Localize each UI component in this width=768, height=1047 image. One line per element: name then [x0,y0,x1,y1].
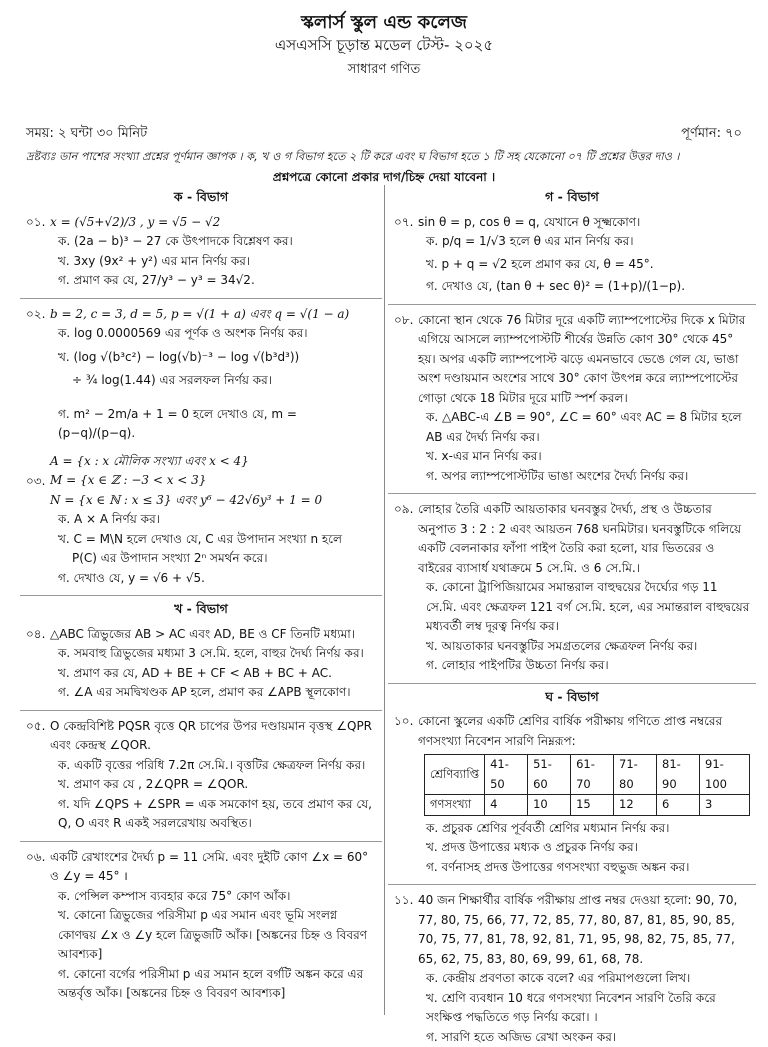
question-01 [26,213,376,291]
sub-question-ga: গ. দেখাও যে, y = √6 + √5. [50,569,376,589]
table-row [425,755,750,795]
table-row-label: শ্রেণিব্যাপ্তি [425,755,485,795]
right-column [394,187,750,1047]
question-number: ০৫. [26,717,45,737]
table-cell: 61-70 [571,755,614,795]
sub-question-kha: খ. আয়তাকার ঘনবস্তুটির সমগ্রতলের ক্ষেত্রফল নির্ণয় কর। [418,637,750,657]
sub-question-kha: খ. x-এর মান নির্ণয় কর। [418,447,750,467]
column-divider [384,185,385,1015]
sub-question-ka: ক. পেন্সিল কম্পাস ব্যবহার করে 75° কোণ আঁক। [50,887,376,907]
divider [388,683,756,684]
question-stem-cont: N = {x ∈ ℕ : x ≤ 3} এবং y⁶ − 42√6y³ + 1 = 0 [50,491,376,511]
section-ka-title: ক - বিভাগ [26,187,376,207]
question-stem: sin θ = p, cos θ = q, যেখানে θ সূক্ষ্মকোণ। [418,213,750,233]
exam-time: সময়: ২ ঘন্টা ৩০ মিনিট [26,124,147,145]
section-gha-title: ঘ - বিভাগ [394,687,750,707]
question-stem: একটি রেখাংশের দৈর্ঘ্য p = 11 সেমি. এবং দুইটি কোণ ∠x = 60° ও ∠y = 45° । [50,848,376,887]
sub-question-ga: গ. দেখাও যে, (tan θ + sec θ)² = (1+p)/(1−p). [418,277,750,297]
question-stem: 40 জন শিক্ষার্থীর বার্ষিক পরীক্ষায় প্রাপ্ত নম্বর দেওয়া হলো: 90, 70, 77, 80, 75, 66, 77, 72, 85, 77, 80, 87, 81, 85, 90, 85, 70, 75, 77, 81, 78, 92, 81, 71, 95, 98, 82, 75, 85, 77, 65, 62, 75, 83, 80, 69, 99, 61, 68, 78. [418,891,750,969]
table-cell: 4 [485,795,528,816]
question-02 [26,305,376,444]
sub-question-ka: ক. কোনো ট্রাপিজিয়ামের সমান্তরাল বাহুদ্বয়ের দৈর্ঘ্যের গড় 11 সে.মি. এবং ক্ষেত্রফল 121 বর্গ সে.মি. হলে, এর সমান্তরাল বাহুদ্বয়ের মধ্যবর্তী লম্ব দূরত্ব নির্ণয় কর। [418,578,750,637]
school-name: স্কলার্স স্কুল এন্ড কলেজ [0,8,768,39]
question-number: ০৬. [26,848,45,868]
question-number: ০৯. [394,500,413,520]
table-cell: 71-80 [614,755,657,795]
question-number: ০৭. [394,213,413,233]
sub-question-kha: খ. কোনো ত্রিভুজের পরিসীমা p এর সমান এবং ভূমি সংলগ্ন কোণদ্বয় ∠x ও ∠y হলে ত্রিভুজটি আঁক। [অঙ্কনের চিহ্ন ও বিবরণ আবশ্যক] [50,906,376,965]
table-cell: 91-100 [700,755,750,795]
question-number: ০১. [26,213,45,233]
divider [388,304,756,305]
table-row [425,795,750,816]
table-cell: 6 [657,795,700,816]
sub-question-ga: গ. কোনো বর্গের পরিসীমা p এর সমান হলে বর্গটি অঙ্কন করে এর অন্তর্বৃত্ত আঁক। [অঙ্কনের চিহ্ন ও বিবরণ আবশ্যক] [50,965,376,1004]
divider [20,298,382,299]
divider [20,595,382,596]
sub-question-ka: ক. A × A নির্ণয় কর। [50,510,376,530]
section-ga-title: গ - বিভাগ [394,187,750,207]
sub-question-kha: খ. প্রমাণ কর যে, AD + BE + CF < AB + BC + AC. [50,664,376,684]
sub-question-kha: খ. প্রমাণ কর যে , 2∠QPR = ∠QOR. [50,775,376,795]
question-04 [26,625,376,703]
question-07 [394,213,750,297]
sub-question-ka: ক. p/q = 1/√3 হলে θ এর মান নির্ণয় কর। [418,232,750,252]
sub-question-kha-cont: P(C) এর উপাদান সংখ্যা 2ⁿ সমর্থন করে। [50,549,376,569]
question-stem: b = 2, c = 3, d = 5, p = √(1 + a) এবং q = √(1 − a) [50,305,376,325]
question-number: ০২. [26,305,45,325]
question-08 [394,311,750,487]
sub-question-ka: ক. log 0.0000569 এর পূর্ণক ও অংশক নির্ণয় কর। [50,324,376,344]
question-stem: M = {x ∈ ℤ : −3 < x < 3} [50,471,376,491]
subject-name: সাধারণ গণিত [0,60,768,81]
question-09 [394,500,750,676]
table-cell: 15 [571,795,614,816]
question-03 [26,452,376,589]
table-row-label: গণসংখ্যা [425,795,485,816]
question-number: ১১. [394,891,413,911]
sub-question-kha: খ. (log √(b³c²) − log(√b)⁻³ − log √(b³d³)) [50,348,376,368]
warning-line: প্রশ্নপত্রে কোনো প্রকার দাগ/চিহ্ন দেয়া যাবেনা । [0,169,768,189]
divider [20,710,382,711]
table-cell: 12 [614,795,657,816]
sub-question-ga: গ. যদি ∠QPS + ∠SPR = এক সমকোণ হয়, তবে প্রমাণ কর যে, Q, O এবং R একই সরলরেখায় অবস্থিত। [50,795,376,834]
table-cell: 41-50 [485,755,528,795]
question-stem: O কেন্দ্রবিশিষ্ট PQSR বৃত্তে QR চাপের উপর দণ্ডায়মান বৃত্তস্থ ∠QPR এবং কেন্দ্রস্থ ∠QOR. [50,717,376,756]
divider [20,841,382,842]
question-stem: কোনো স্থান থেকে 76 মিটার দূরে একটি ল্যাম্পপোস্টের দিকে x মিটার এগিয়ে আসলে ল্যাম্পপোস্টটি শীর্ষের উন্নতি কোণ 30° থেকে 45° হয়। অপর একটি ল্যাম্পপোস্ট ঝড়ে এমনভাবে ভেঙে গেল যে, ভাঙা অংশ দণ্ডায়মান অংশের সাথে 30° কোণ উৎপন্ন করে ল্যাম্পপোস্টের গোড়া থেকে 18 মিটার দূরে মাটি স্পর্শ করল। [418,311,750,409]
sub-question-ka: ক. (2a − b)³ − 27 কে উৎপাদকে বিশ্লেষণ কর। [50,232,376,252]
question-stem: △ABC ত্রিভুজের AB > AC এবং AD, BE ও CF তিনটি মধ্যমা। [50,625,376,645]
question-number: ০৩. [26,472,45,492]
sub-question-kha: খ. 3xy (9x² + y²) এর মান নির্ণয় কর। [50,252,376,272]
full-marks: পূর্ণমান: ৭০ [681,124,742,145]
question-06 [26,848,376,1004]
sub-question-ga: গ. অপর ল্যাম্পপোস্টটির ভাঙা অংশের দৈর্ঘ্য নির্ণয় কর। [418,467,750,487]
sub-question-ga: গ. সারণি হতে অজিভ রেখা অংকন কর। [418,1028,750,1047]
frequency-table [424,754,750,816]
section-kha-title: খ - বিভাগ [26,599,376,619]
question-10 [394,712,750,877]
question-number: ০৮. [394,311,413,331]
question-number: ০৪. [26,625,45,645]
sub-question-ga: গ. প্রমাণ কর যে, 27/y³ − y³ = 34√2. [50,271,376,291]
question-stem: লোহার তৈরি একটি আয়তাকার ঘনবস্তুর দৈর্ঘ্য, প্রস্থ ও উচ্চতার অনুপাত 3 : 2 : 2 এবং আয়তন 768 ঘনমিটার। ঘনবস্তুটিকে গলিয়ে একটি বেলনাকার ফাঁপা পাইপ তৈরি করা হলো, যার ভিতরের ও বাইরের ব্যাসার্ধ যথাক্রমে 5 সে.মি. ও 6 সে.মি.। [418,500,750,578]
sub-question-kha: খ. প্রদত্ত উপাত্তের মধ্যক ও প্রচুরক নির্ণয় কর। [418,838,750,858]
question-stem: কোনো স্কুলের একটি শ্রেণির বার্ষিক পরীক্ষায় গণিতে প্রাপ্ত নম্বরের গণসংখ্যা নিবেশন সারণি নিম্নরূপ: [418,712,750,751]
sub-question-ka: ক. △ABC-এ ∠B = 90°, ∠C = 60° এবং AC = 8 মিটার হলে AB এর দৈর্ঘ্য নির্ণয় কর। [418,408,750,447]
table-cell: 10 [528,795,571,816]
exam-title: এসএসসি চূড়ান্ত মডেল টেস্ট- ২০২৫ [0,34,768,59]
divider [388,884,756,885]
sub-question-kha: খ. p + q = √2 হলে প্রমাণ কর যে, θ = 45°. [418,255,750,275]
set-definition-a: A = {x : x মৌলিক সংখ্যা এবং x < 4} [50,452,376,472]
sub-question-kha: খ. C = M\N হলে দেখাও যে, C এর উপাদান সংখ্যা n হলে [50,530,376,550]
divider [388,493,756,494]
sub-question-ka: ক. একটি বৃত্তের পরিধি 7.2π সে.মি.। বৃত্তটির ক্ষেত্রফল নির্ণয় কর। [50,756,376,776]
table-cell: 3 [700,795,750,816]
sub-question-ga: গ. m² − 2m/a + 1 = 0 হলে দেখাও যে, m = (p−q)/(p−q). [50,405,376,444]
sub-question-ga: গ. লোহার পাইপটির উচ্চতা নির্ণয় কর। [418,656,750,676]
question-05 [26,717,376,834]
sub-question-ka: ক. কেন্দ্রীয় প্রবণতা কাকে বলে? এর পরিমাপগুলো লিখ। [418,969,750,989]
sub-question-ga: গ. ∠A এর সমদ্বিখণ্ডক AP হলে, প্রমাণ কর ∠APB স্থূলকোণ। [50,683,376,703]
left-column [26,187,376,1004]
sub-question-kha-cont: ÷ ¾ log(1.44) এর সরলফল নির্ণয় কর। [50,371,376,391]
sub-question-kha: খ. শ্রেণি ব্যবধান 10 ধরে গণসংখ্যা নিবেশন সারণি তৈরি করে সংক্ষিপ্ত পদ্ধতিতে গড় নির্ণয় করো। । [418,989,750,1028]
sub-question-ka: ক. প্রচুরক শ্রেণির পূর্ববর্তী শ্রেণির মধ্যমান নির্ণয় কর। [418,819,750,839]
instruction-note: দ্রষ্টব্যঃ ডান পাশের সংখ্যা প্রশ্নের পূর্ণমান জ্ঞাপক । ক, খ ও গ বিভাগ হতে ২ টি করে এবং ঘ বিভাগ হতে ১ টি সহ যেকোনো ০৭ টি প্রশ্নের উত্তর দাও । [26,148,746,167]
question-stem: x = (√5+√2)/3 , y = √5 − √2 [50,213,376,233]
sub-question-ga: গ. বর্ণনাসহ প্রদত্ত উপাত্তের গণসংখ্যা বহুভুজ অঙ্কন কর। [418,858,750,878]
table-cell: 51-60 [528,755,571,795]
question-number: ১০. [394,712,413,732]
sub-question-ka: ক. সমবাহু ত্রিভুজের মধ্যমা 3 সে.মি. হলে, বাহুর দৈর্ঘ্য নির্ণয় কর। [50,644,376,664]
table-cell: 81-90 [657,755,700,795]
